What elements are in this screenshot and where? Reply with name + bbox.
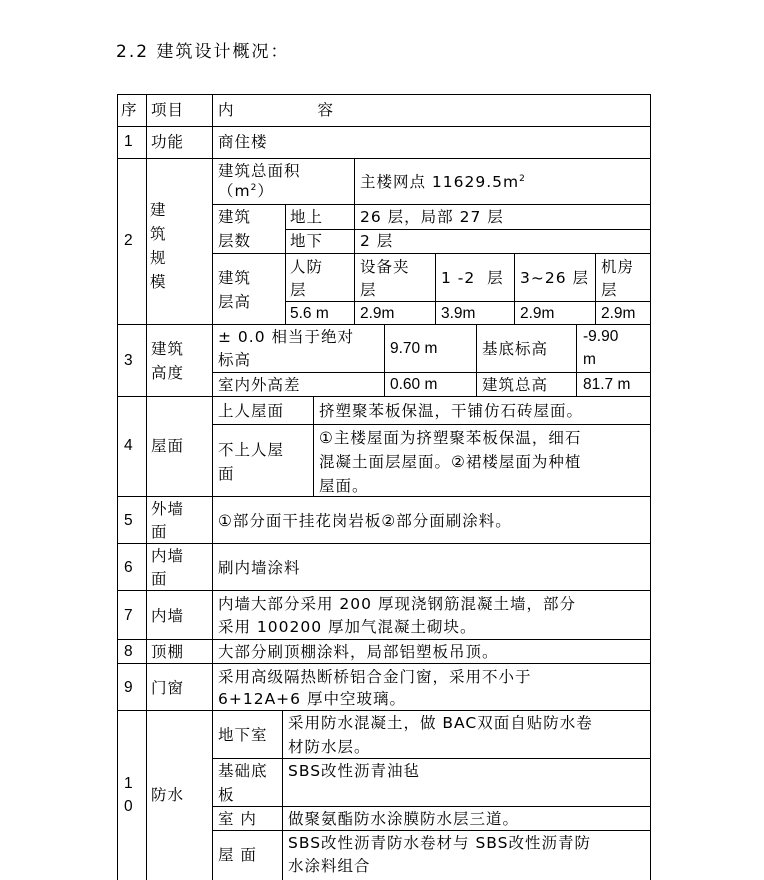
height-label: 层高 <box>218 293 252 311</box>
row-item: 内墙 <box>151 547 185 565</box>
cell-divider <box>212 253 651 254</box>
nonupper-roof-value: ①主楼屋面为挤塑聚苯板保温，细石 <box>319 429 582 447</box>
row-item: 内墙 <box>151 607 185 625</box>
header-item: 项目 <box>151 101 185 119</box>
roof-waterproof-value: 水涂料组合 <box>288 857 371 875</box>
cell-divider <box>595 253 596 324</box>
height-label: 建筑 <box>218 269 252 287</box>
table-border-right <box>650 94 651 880</box>
basement-value: 材防水层。 <box>288 738 371 756</box>
row-item: 外墙 <box>151 500 185 518</box>
cell-divider <box>212 806 651 807</box>
roof-waterproof-value: SBS改性沥青防水卷材与 SBS改性沥青防 <box>288 834 592 852</box>
civil-label: 人防 <box>290 258 324 276</box>
row-divider <box>117 126 651 127</box>
header-content: 内 容 <box>218 101 334 119</box>
row-item: 高度 <box>151 364 185 382</box>
row-number: 0 <box>124 798 133 815</box>
above-value: 26 层，局部 27 层 <box>360 208 504 226</box>
f12-label: 1 -2 层 <box>441 269 504 287</box>
row-number: 3 <box>124 352 133 369</box>
row-divider <box>117 590 651 591</box>
cell-divider <box>285 301 651 302</box>
row-item: 门窗 <box>151 679 185 697</box>
cell-divider <box>212 204 651 205</box>
row-item: 顶棚 <box>151 643 185 661</box>
f12-value: 3.9m <box>441 305 476 322</box>
total-height-value: 81.7 m <box>583 376 631 393</box>
cell-divider <box>576 324 577 396</box>
nonupper-roof-value: 混凝土面层屋面。②裙楼屋面为种植 <box>319 453 582 471</box>
row-item: 面 <box>151 570 168 588</box>
slab-label: 基础底 <box>218 762 268 780</box>
row-number: 6 <box>124 559 133 576</box>
section-heading: 2.2 建筑设计概况： <box>116 42 290 62</box>
indoor-waterproof-label: 室 内 <box>218 810 257 828</box>
basement-value: 采用防水混凝土，做 BAC双面自贴防水卷 <box>288 714 593 732</box>
cell-divider <box>354 158 355 254</box>
mezz-label: 设备夹 <box>360 258 410 276</box>
row-divider <box>117 663 651 664</box>
row-divider <box>117 496 651 497</box>
row-content: 刷内墙涂料 <box>218 559 301 577</box>
base-value: m <box>583 351 596 368</box>
cell-divider <box>285 229 651 230</box>
zero-label: 标高 <box>218 351 252 369</box>
row-number: 1 <box>124 133 133 150</box>
row-divider <box>117 710 651 711</box>
civil-label: 层 <box>290 281 307 299</box>
row-content: 大部分刷顶棚涂料，局部铝塑板吊顶。 <box>218 643 499 661</box>
row-item: 功能 <box>151 133 185 151</box>
row-divider <box>117 543 651 544</box>
column-divider <box>212 94 213 880</box>
row-content: 内墙大部分采用 200 厚现浇钢筋混凝土墙，部分 <box>218 595 576 613</box>
row-divider <box>117 639 651 640</box>
cell-divider <box>212 758 651 759</box>
f326-value: 2.9m <box>520 305 555 322</box>
table-border-top <box>117 94 651 95</box>
row-divider <box>117 158 651 159</box>
zero-label: ± 0.0 相当于绝对 <box>218 328 354 346</box>
row-number: 5 <box>124 512 133 529</box>
cell-divider <box>313 396 314 496</box>
area-label: 建筑总面积 <box>218 162 301 180</box>
floors-label: 层数 <box>218 232 252 250</box>
civil-value: 5.6 m <box>290 305 329 322</box>
nonupper-roof-label: 面 <box>218 465 235 483</box>
indoor-diff-value: 0.60 m <box>390 376 438 393</box>
mezz-label: 层 <box>360 281 377 299</box>
slab-label: 板 <box>218 786 235 804</box>
row-number: 7 <box>124 607 133 624</box>
row-number: 9 <box>124 679 133 696</box>
row-content: 采用 100200 厚加气混凝土砌块。 <box>218 618 477 636</box>
machine-label: 机房 <box>601 258 635 276</box>
base-label: 基底标高 <box>482 340 549 358</box>
base-value: -9.90 <box>583 328 619 345</box>
column-divider <box>146 94 147 880</box>
row-content: 采用高级隔热断桥铝合金门窗，采用不小于 <box>218 668 532 686</box>
table-border-left <box>117 94 118 880</box>
indoor-waterproof-value: 做聚氨酯防水涂膜防水层三道。 <box>288 810 520 828</box>
roof-waterproof-label: 屋 面 <box>218 846 257 864</box>
cell-divider <box>212 424 651 425</box>
row-content: 6+12A+6 厚中空玻璃。 <box>218 690 406 708</box>
cell-divider <box>384 324 385 396</box>
machine-value: 2.9m <box>601 305 636 322</box>
f326-label: 3~26 层 <box>520 269 589 287</box>
area-label-unit: $(m^2)$ <box>218 182 274 200</box>
cell-divider <box>476 324 477 396</box>
nonupper-roof-value: 屋面。 <box>319 477 369 495</box>
row-number: 2 <box>124 232 133 249</box>
cell-divider <box>212 372 651 373</box>
slab-value: SBS改性沥青油毡 <box>288 762 421 780</box>
row-number: 4 <box>124 437 133 454</box>
above-label: 地上 <box>290 208 324 226</box>
row-divider <box>117 396 651 397</box>
header-seq: 序 <box>121 101 138 119</box>
floors-label: 建筑 <box>218 208 252 226</box>
row-item: 面 <box>151 523 168 541</box>
row-item: 屋面 <box>151 437 185 455</box>
row-item: 建筑 <box>151 340 185 358</box>
basement-label: 地下室 <box>218 726 268 744</box>
below-value: 2 层 <box>360 232 394 250</box>
row-number: 1 <box>124 775 133 792</box>
machine-label: 层 <box>601 281 618 299</box>
upper-roof-label: 上人屋面 <box>218 402 285 420</box>
row-content: 商住楼 <box>218 133 268 151</box>
row-content: ①部分面干挂花岗岩板②部分面刷涂料。 <box>218 512 512 530</box>
mezz-value: 2.9m <box>360 305 395 322</box>
zero-value: 9.70 m <box>390 340 438 357</box>
below-label: 地下 <box>290 232 324 250</box>
row-number: 8 <box>124 643 133 660</box>
cell-divider <box>435 253 436 324</box>
upper-roof-value: 挤塑聚苯板保温，干铺仿石砖屋面。 <box>319 402 584 420</box>
row-item: 建筑规模 <box>150 201 167 291</box>
row-item: 防水 <box>151 786 185 804</box>
cell-divider <box>212 830 651 831</box>
cell-divider <box>354 253 355 324</box>
cell-divider <box>282 710 283 880</box>
area-value: 主楼网点 $11629.5m^2$ <box>360 173 526 191</box>
nonupper-roof-label: 不上人屋 <box>218 441 285 459</box>
cell-divider <box>514 253 515 324</box>
indoor-diff-label: 室内外高差 <box>218 376 301 394</box>
total-height-label: 建筑总高 <box>482 376 549 394</box>
cell-divider <box>285 204 286 324</box>
